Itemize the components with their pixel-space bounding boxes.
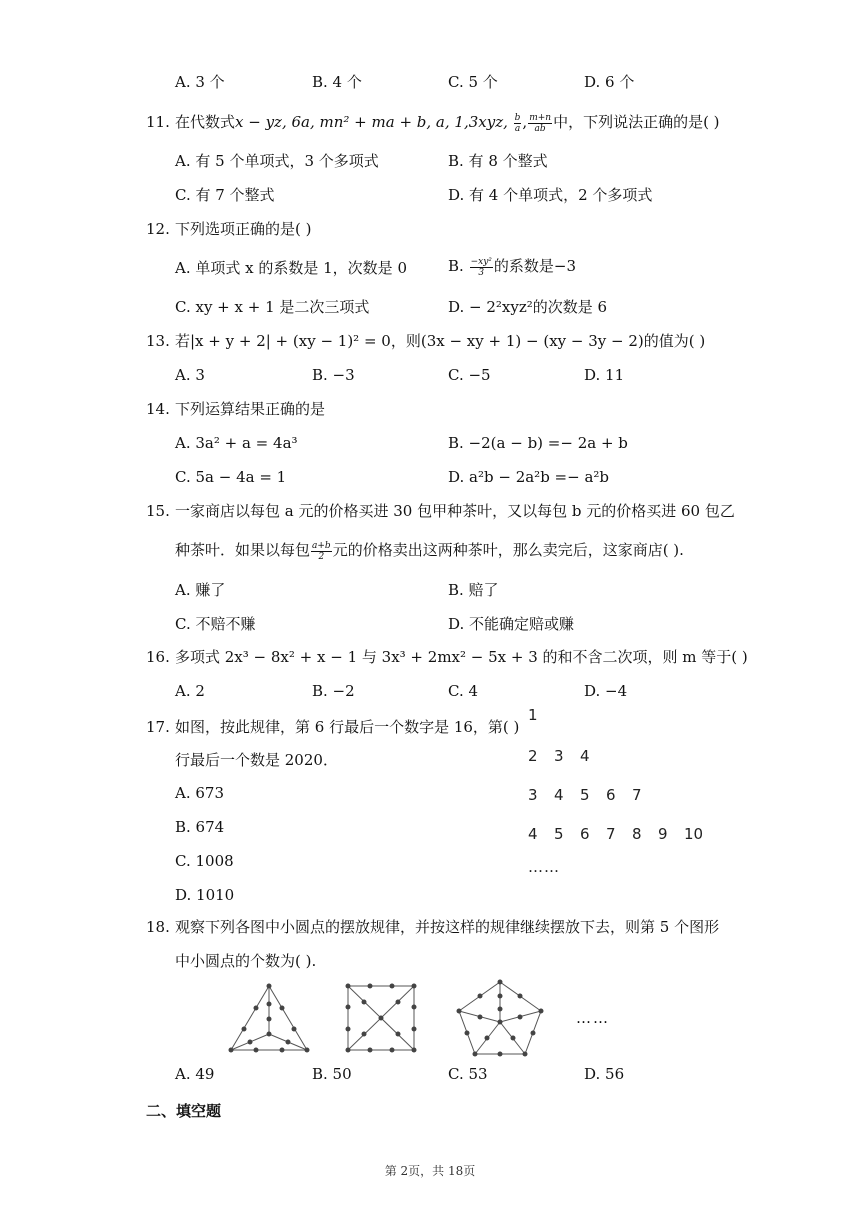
q15-option-c[interactable]: C. 不赔不赚 <box>175 615 256 633</box>
q12-option-b-label: B. <box>448 257 464 275</box>
q18-figure-square <box>340 980 422 1056</box>
q11-stem-post: 中，下列说法正确的是( ) <box>553 113 720 131</box>
grid-cell: 4 <box>580 747 590 765</box>
grid-cell: 6 <box>580 825 590 843</box>
q12-option-b-fraction <box>470 257 493 278</box>
q18-option-b[interactable]: B. 50 <box>312 1065 352 1083</box>
q17-option-d[interactable]: D. 1010 <box>175 886 235 904</box>
q18-option-c[interactable]: C. 53 <box>448 1065 488 1083</box>
q17-grid-row-4 <box>528 825 710 843</box>
q17-option-c[interactable]: C. 1008 <box>175 852 234 870</box>
page-footer: 第 2页，共 18页 <box>384 1164 476 1178</box>
q15-frac-numerator: a+b <box>312 540 331 551</box>
q15-line2-post: 元的价格卖出这两种茶叶，那么卖完后，这家商店( ). <box>332 541 684 559</box>
q10-option-a[interactable]: A. 3 个 <box>175 73 225 91</box>
q15-frac-denominator: 2 <box>318 551 325 562</box>
q13-option-b[interactable]: B. −3 <box>312 366 355 384</box>
q18-figure-triangle <box>225 982 315 1054</box>
q14-number: 14. <box>146 400 170 418</box>
q16-option-b[interactable]: B. −2 <box>312 682 355 700</box>
q12-option-b[interactable] <box>448 256 576 278</box>
q10-option-c[interactable]: C. 5 个 <box>448 73 498 91</box>
grid-cell: 7 <box>606 825 616 843</box>
grid-cell: 4 <box>554 786 564 804</box>
q16-option-a[interactable]: A. 2 <box>175 682 205 700</box>
q16-number: 16. <box>146 648 170 666</box>
q15-stem-line1: 一家商店以每包 a 元的价格买进 30 包甲种茶叶，又以每包 b 元的价格买进 60 包乙 <box>175 502 735 520</box>
q11-fraction-mn-over-ab <box>528 113 552 134</box>
q16-option-d[interactable]: D. −4 <box>584 682 628 700</box>
q13-number: 13. <box>146 332 170 350</box>
q11-frac1-denominator: a <box>514 123 521 134</box>
grid-cell: 3 <box>554 747 564 765</box>
q17-grid-row-2 <box>528 747 606 765</box>
q18-option-a[interactable]: A. 49 <box>175 1065 215 1083</box>
grid-cell: 10 <box>684 825 704 843</box>
q18-option-d[interactable]: D. 56 <box>584 1065 625 1083</box>
q11-option-b[interactable]: B. 有 8 个整式 <box>448 152 548 170</box>
q12-option-a[interactable]: A. 单项式 x 的系数是 1，次数是 0 <box>175 259 407 277</box>
grid-cell: 5 <box>580 786 590 804</box>
q16-stem: 多项式 2x³ − 8x² + x − 1 与 3x³ + 2mx² − 5x + 3 的和不含二次项，则 m 等于( ) <box>175 648 748 666</box>
q12-optb-numerator: −xy² <box>470 256 492 267</box>
q15-option-b[interactable]: B. 赔了 <box>448 581 499 599</box>
q12-option-c[interactable]: C. xy + x + 1 是二次三项式 <box>175 298 370 316</box>
q17-grid-ellipsis: …… <box>528 858 560 876</box>
q17-stem-line1: 如图，按此规律，第 6 行最后一个数字是 16，第( ) <box>175 718 520 736</box>
grid-cell: 6 <box>606 786 616 804</box>
grid-cell: 7 <box>632 786 642 804</box>
q17-stem-line2: 行最后一个数是 2020． <box>175 751 338 769</box>
grid-cell: 1 <box>528 706 538 724</box>
q12-option-d[interactable]: D. − 2²xyz²的次数是 6 <box>448 298 608 316</box>
q18-number: 18. <box>146 918 170 936</box>
q11-fraction-b-over-a <box>514 113 522 134</box>
q12-number: 12. <box>146 220 170 238</box>
q15-stem-line2 <box>175 540 684 562</box>
q10-option-b[interactable]: B. 4 个 <box>312 73 362 91</box>
q17-option-a[interactable]: A. 673 <box>175 784 224 802</box>
q11-expression: x − yz, 6a, mn² + ma + b, a, 1,3xyz, <box>235 113 513 131</box>
q15-option-d[interactable]: D. 不能确定赔或赚 <box>448 615 575 633</box>
q16-option-c[interactable]: C. 4 <box>448 682 479 700</box>
q18-stem-line1: 观察下列各图中小圆点的摆放规律，并按这样的规律继续摆放下去，则第 5 个图形 <box>175 918 720 936</box>
q14-option-b[interactable]: B. −2(a − b) =− 2a + b <box>448 434 628 452</box>
q11-number: 11. <box>146 113 170 131</box>
grid-cell: 9 <box>658 825 668 843</box>
q10-option-d[interactable]: D. 6 个 <box>584 73 635 91</box>
q14-option-a[interactable]: A. 3a² + a = 4a³ <box>175 434 298 452</box>
q15-line2-pre: 种茶叶．如果以每包 <box>175 541 311 559</box>
q17-option-b[interactable]: B. 674 <box>175 818 225 836</box>
grid-cell: 5 <box>554 825 564 843</box>
q12-option-b-text: 的系数是−3 <box>493 257 577 275</box>
q14-option-d[interactable]: D. a²b − 2a²b =− a²b <box>448 468 610 486</box>
q13-stem: 若|x + y + 2| + (xy − 1)² = 0，则(3x − xy + 1) − (xy − 3y − 2)的值为( ) <box>175 332 706 350</box>
q15-option-a[interactable]: A. 赚了 <box>175 581 226 599</box>
grid-cell: 2 <box>528 747 538 765</box>
q11-frac1-numerator: b <box>514 112 521 123</box>
q18-figure-ellipsis: …… <box>576 1009 610 1027</box>
q17-grid-row-1 <box>528 706 554 724</box>
q13-option-c[interactable]: C. −5 <box>448 366 491 384</box>
q12-optb-denominator: 3 <box>478 267 485 278</box>
q11-option-d[interactable]: D. 有 4 个单项式，2 个多项式 <box>448 186 653 204</box>
q11-frac2-numerator: m+n <box>529 112 552 123</box>
q11-frac2-denominator: ab <box>534 123 546 134</box>
q11-option-c[interactable]: C. 有 7 个整式 <box>175 186 275 204</box>
q11-option-a[interactable]: A. 有 5 个单项式，3 个多项式 <box>175 152 379 170</box>
grid-cell: 3 <box>528 786 538 804</box>
q14-stem: 下列运算结果正确的是 <box>175 400 326 418</box>
grid-cell: 8 <box>632 825 642 843</box>
q11-stem-pre: 在代数式 <box>175 113 236 131</box>
q18-stem-line2: 中小圆点的个数为( ). <box>175 952 317 970</box>
q13-option-d[interactable]: D. 11 <box>584 366 625 384</box>
q17-grid-row-3 <box>528 786 658 804</box>
q18-figure-pentagon <box>455 978 545 1058</box>
q12-stem: 下列选项正确的是( ) <box>175 220 312 238</box>
q11-stem: 在代数式x − yz, 6a, mn² + ma + b, a, 1,3xyz, $\frac{b}{a}$ , $\frac{m+n}{ab}$ 中，下列说法正确的是( ) <box>175 112 720 134</box>
q14-option-c[interactable]: C. 5a − 4a = 1 <box>175 468 287 486</box>
q15-number: 15. <box>146 502 170 520</box>
section-title-fill-in: 二、填空题 <box>146 1102 222 1120</box>
q15-fraction <box>311 541 332 562</box>
q13-option-a[interactable]: A. 3 <box>175 366 205 384</box>
grid-cell: 4 <box>528 825 538 843</box>
q17-number: 17. <box>146 718 170 736</box>
